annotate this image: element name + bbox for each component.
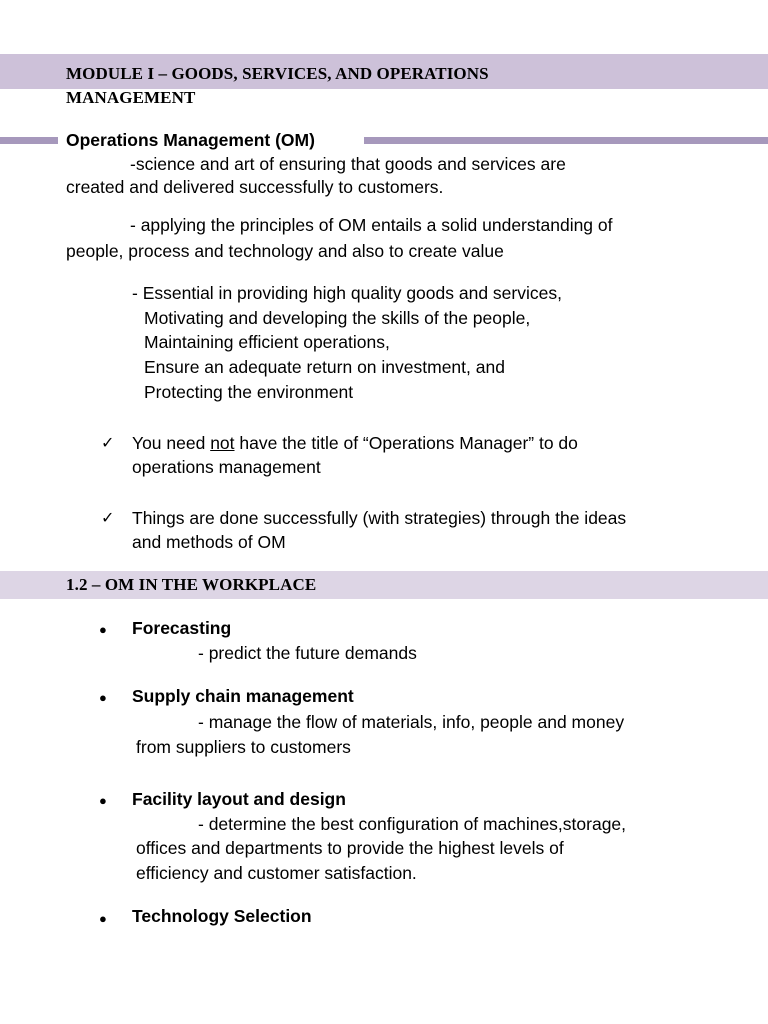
bullet-icon: ● [99, 793, 107, 808]
item-desc-facility-2: offices and departments to provide the highest levels of [136, 838, 564, 858]
module-title-line1: MODULE I – GOODS, SERVICES, AND OPERATIONS [66, 64, 489, 83]
item-title-forecasting: Forecasting [132, 618, 232, 638]
checkmark-icon: ✓ [101, 435, 115, 452]
definition-1-line1: -science and art of ensuring that goods and services are [130, 154, 566, 174]
item-desc-supply-chain-1: - manage the flow of materials, info, people and money [198, 712, 625, 732]
bullet-icon: ● [99, 911, 107, 926]
definition-1-line2: created and delivered successfully to customers. [66, 177, 444, 197]
bullet-icon: ● [99, 690, 107, 705]
essentials-line-3: Maintaining efficient operations, [144, 332, 390, 352]
section-accent-bar-right [364, 137, 768, 144]
section-title-om: Operations Management (OM) [66, 130, 315, 150]
item-desc-facility-1: - determine the best configuration of machines,storage, [198, 814, 627, 834]
item-desc-facility-3: efficiency and customer satisfaction. [136, 863, 417, 883]
check-item-2-line1: Things are done successfully (with strategies) through the ideas [132, 508, 627, 528]
essentials-line-1: - Essential in providing high quality goods and services, [132, 283, 562, 303]
section-accent-bar-left [0, 137, 58, 144]
module-title-line2: MANAGEMENT [66, 88, 196, 107]
definition-2-line2: people, process and technology and also to create value [66, 241, 504, 261]
section-title-workplace: 1.2 – OM IN THE WORKPLACE [66, 575, 317, 594]
definition-2-line1: - applying the principles of OM entails a solid understanding of [130, 215, 613, 235]
essentials-line-2: Motivating and developing the skills of the people, [144, 308, 531, 328]
item-desc-forecasting-1: - predict the future demands [198, 643, 417, 663]
essentials-line-4: Ensure an adequate return on investment, and [144, 357, 505, 377]
check-item-1-line2: operations management [132, 457, 321, 477]
check-item-2-line2: and methods of OM [132, 532, 286, 552]
item-title-facility-layout: Facility layout and design [132, 789, 346, 809]
bullet-icon: ● [99, 622, 107, 637]
essentials-line-5: Protecting the environment [144, 382, 354, 402]
checkmark-icon: ✓ [101, 510, 115, 527]
emphasis-not: not [210, 433, 235, 453]
item-desc-supply-chain-2: from suppliers to customers [136, 737, 351, 757]
check-item-1-line1: You need not have the title of “Operations Manager” to do [132, 433, 578, 453]
item-title-technology-selection: Technology Selection [132, 906, 312, 926]
item-title-supply-chain: Supply chain management [132, 686, 354, 706]
